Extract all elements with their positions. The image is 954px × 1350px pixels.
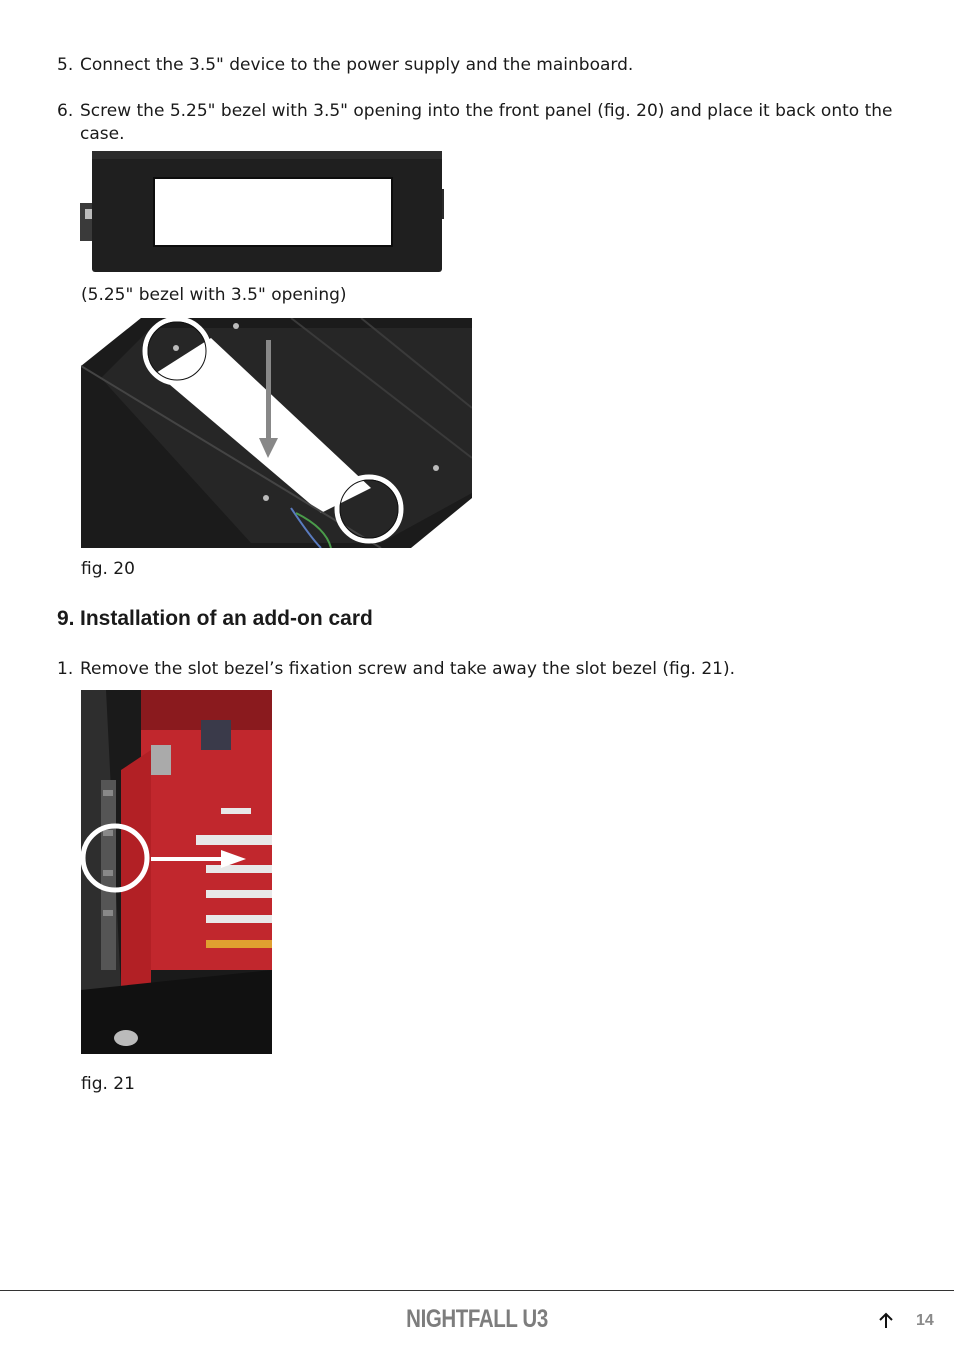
step-number: 5. (57, 55, 74, 75)
step-number: 6. (57, 101, 74, 121)
bezel-caption: (5.25" bezel with 3.5" opening) (81, 285, 347, 305)
step-5 (57, 54, 917, 77)
section-number: 9. (57, 607, 75, 630)
step-text: Remove the slot bezel’s fixation screw and take away the slot bezel (fig. 21). (80, 659, 735, 679)
front-panel-image (81, 318, 472, 548)
section-title: Installation of an add-on card (80, 607, 373, 630)
page-number: 14 (916, 1312, 934, 1329)
step-1 (57, 658, 917, 681)
step-number: 1. (57, 659, 74, 679)
arrow-up-icon[interactable] (876, 1311, 896, 1331)
fig21-caption: fig. 21 (81, 1074, 135, 1094)
step-6 (57, 100, 917, 146)
step-text: Screw the 5.25" bezel with 3.5" opening into the front panel (fig. 20) and place it back onto the case. (80, 101, 893, 144)
footer-divider (0, 1290, 954, 1291)
step-text: Connect the 3.5" device to the power supply and the mainboard. (80, 55, 634, 75)
section-heading (57, 606, 373, 632)
footer-title: NIGHTFALL U3 (406, 1305, 548, 1333)
bezel-image (80, 151, 444, 272)
fig20-caption: fig. 20 (81, 559, 135, 579)
add-on-card-slot-image (81, 690, 272, 1054)
